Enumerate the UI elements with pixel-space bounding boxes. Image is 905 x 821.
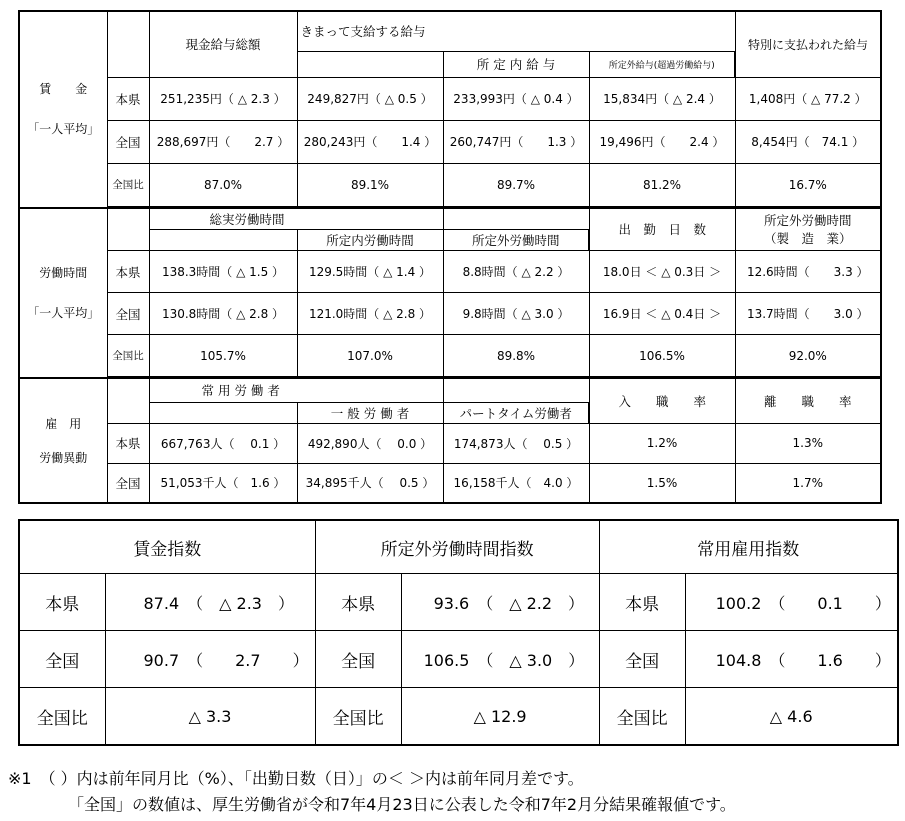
wages-special-prefecture: 1,408円（ △ 77.2 ） <box>735 77 881 120</box>
header-mfg-overtime-line2: （製 造 業） <box>763 231 852 247</box>
hours-overtime-ratio: 89.8% <box>443 335 589 377</box>
overtime-index-prefecture: 93.6 （ △ 2.2 ） <box>401 574 599 631</box>
employment-regular-prefecture: 667,763人（ 0.1 ） <box>149 423 297 463</box>
header-scheduled-hours: 所定内労働時間 <box>297 230 443 251</box>
header-regular-wages: きまって支給する給与 <box>297 11 735 51</box>
header-special-wages: 特別に支払われた給与 <box>735 11 881 77</box>
index-row-label-prefecture: 本県 <box>599 574 685 631</box>
index-row-label-national: 全国 <box>599 631 685 688</box>
index-row-label-national: 全国 <box>19 631 105 688</box>
header-separation-rate: 離 職 率 <box>735 378 881 423</box>
row-label-national: 全国 <box>107 463 149 503</box>
row-label-prefecture: 本県 <box>107 423 149 463</box>
wages-section-subtitle: 「一人平均」 <box>27 122 100 137</box>
header-total-hours: 総実労働時間 <box>149 208 443 230</box>
wages-scheduled-prefecture: 233,993円（ △ 0.4 ） <box>443 77 589 120</box>
days-national: 16.9日 ＜ △ 0.4日 ＞ <box>589 293 735 335</box>
employment-section-label <box>19 378 107 503</box>
wages-regular-ratio: 89.1% <box>297 163 443 206</box>
separation-rate-national: 1.7% <box>735 463 881 503</box>
statistics-table <box>18 10 882 504</box>
hours-total-prefecture: 138.3時間（ △ 1.5 ） <box>149 251 297 293</box>
overtime-index-ratio: △ 12.9 <box>401 688 599 746</box>
header-mfg-overtime-line1: 所定外労働時間 <box>763 213 852 229</box>
hours-section-subtitle: 「一人平均」 <box>27 305 100 320</box>
wages-overtime-ratio: 81.2% <box>589 163 735 206</box>
employment-regular-national: 51,053千人（ 1.6 ） <box>149 463 297 503</box>
wages-scheduled-national: 260,747円（ 1.3 ） <box>443 120 589 163</box>
employment-parttime-prefecture: 174,873人（ 0.5 ） <box>443 423 589 463</box>
index-row-label-prefecture: 本県 <box>19 574 105 631</box>
row-label-prefecture: 本県 <box>107 251 149 293</box>
hours-total-ratio: 105.7% <box>149 335 297 377</box>
wages-total-national: 288,697円（ 2.7 ） <box>149 120 297 163</box>
wages-regular-prefecture: 249,827円（ △ 0.5 ） <box>297 77 443 120</box>
index-row-label-ratio: 全国比 <box>19 688 105 746</box>
index-row-label-prefecture: 本県 <box>315 574 401 631</box>
header-parttime-workers: パートタイム労働者 <box>443 402 589 423</box>
wages-special-national: 8,454円（ 74.1 ） <box>735 120 881 163</box>
hire-rate-prefecture: 1.2% <box>589 423 735 463</box>
wages-regular-national: 280,243円（ 1.4 ） <box>297 120 443 163</box>
employment-index-prefecture: 100.2 （ 0.1 ） <box>685 574 898 631</box>
header-overtime-wages: 所定外給与(超過労働給与) <box>589 51 735 77</box>
header-scheduled-wages: 所 定 内 給 与 <box>443 51 589 77</box>
hours-overtime-national: 9.8時間（ △ 3.0 ） <box>443 293 589 335</box>
index-row-label-ratio: 全国比 <box>599 688 685 746</box>
header-hire-rate: 入 職 率 <box>589 378 735 423</box>
hours-overtime-prefecture: 8.8時間（ △ 2.2 ） <box>443 251 589 293</box>
employment-index-national: 104.8 （ 1.6 ） <box>685 631 898 688</box>
row-label-prefecture: 本県 <box>107 77 149 120</box>
header-mfg-overtime <box>735 208 881 251</box>
days-ratio: 106.5% <box>589 335 735 377</box>
wages-overtime-national: 19,496円（ 2.4 ） <box>589 120 735 163</box>
hours-scheduled-prefecture: 129.5時間（ △ 1.4 ） <box>297 251 443 293</box>
header-overtime-index: 所定外労働時間指数 <box>315 520 599 574</box>
wage-index-ratio: △ 3.3 <box>105 688 315 746</box>
index-row-label-national: 全国 <box>315 631 401 688</box>
hours-scheduled-national: 121.0時間（ △ 2.8 ） <box>297 293 443 335</box>
days-prefecture: 18.0日 ＜ △ 0.3日 ＞ <box>589 251 735 293</box>
header-wage-index: 賃金指数 <box>19 520 315 574</box>
employment-general-national: 34,895千人（ 0.5 ） <box>297 463 443 503</box>
row-label-national: 全国 <box>107 293 149 335</box>
hours-section-label <box>19 208 107 379</box>
header-employment-index: 常用雇用指数 <box>599 520 898 574</box>
wages-section-label <box>19 11 107 208</box>
row-label-ratio: 全国比 <box>107 335 149 377</box>
row-label-national: 全国 <box>107 120 149 163</box>
employment-index-ratio: △ 4.6 <box>685 688 898 746</box>
header-total-cash-wages: 現金給与総額 <box>149 11 297 77</box>
hours-total-national: 130.8時間（ △ 2.8 ） <box>149 293 297 335</box>
index-row-label-ratio: 全国比 <box>315 688 401 746</box>
employment-general-prefecture: 492,890人（ 0.0 ） <box>297 423 443 463</box>
hours-section-title: 労働時間 <box>39 265 88 280</box>
overtime-index-national: 106.5 （ △ 3.0 ） <box>401 631 599 688</box>
mfg-overtime-ratio: 92.0% <box>735 335 881 377</box>
wages-scheduled-ratio: 89.7% <box>443 163 589 206</box>
header-regular-workers: 常 用 労 働 者 <box>149 378 443 402</box>
footnote-line-1: ※1 （ ）内は前年同月比（%）、「出勤日数（日）」の＜ ＞内は前年同月差です。 <box>8 769 584 788</box>
wages-total-ratio: 87.0% <box>149 163 297 206</box>
header-general-workers: 一 般 労 働 者 <box>297 402 443 423</box>
header-overtime-hours: 所定外労働時間 <box>443 230 589 251</box>
wages-special-ratio: 16.7% <box>735 163 881 206</box>
row-label-ratio: 全国比 <box>107 163 149 206</box>
employment-parttime-national: 16,158千人（ 4.0 ） <box>443 463 589 503</box>
employment-section-subtitle: 労働異動 <box>39 450 88 465</box>
header-work-days: 出 勤 日 数 <box>589 208 735 251</box>
wages-overtime-prefecture: 15,834円（ △ 2.4 ） <box>589 77 735 120</box>
wage-index-national: 90.7 （ 2.7 ） <box>105 631 315 688</box>
mfg-overtime-prefecture: 12.6時間（ 3.3 ） <box>735 251 881 293</box>
footnote-line-2: 「全国」の数値は、厚生労働省が令和7年4月23日に公表した令和7年2月分結果確報値です。 <box>68 795 736 814</box>
hire-rate-national: 1.5% <box>589 463 735 503</box>
separation-rate-prefecture: 1.3% <box>735 423 881 463</box>
wages-total-prefecture: 251,235円（ △ 2.3 ） <box>149 77 297 120</box>
mfg-overtime-national: 13.7時間（ 3.0 ） <box>735 293 881 335</box>
wage-index-prefecture: 87.4 （ △ 2.3 ） <box>105 574 315 631</box>
employment-section-title: 雇 用 <box>45 416 82 431</box>
index-table <box>18 519 899 746</box>
hours-scheduled-ratio: 107.0% <box>297 335 443 377</box>
wages-section-title: 賃 金 <box>39 82 88 97</box>
